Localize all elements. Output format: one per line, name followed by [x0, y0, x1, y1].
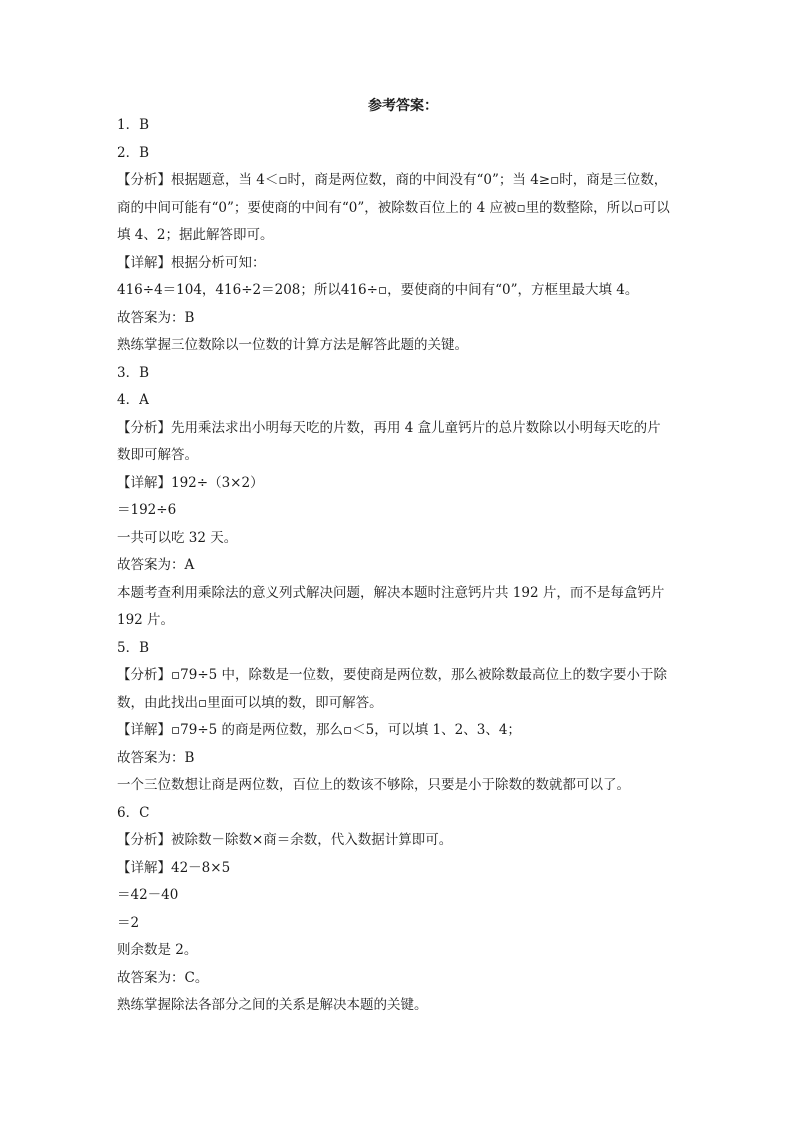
comment-line: 熟练掌握除法各部分之间的关系是解决本题的关键。	[117, 997, 428, 1013]
analysis-line: 【分析】被除数－除数×商＝余数，代入数据计算即可。	[117, 832, 453, 848]
comment-line: 192 片。	[117, 612, 175, 628]
detail-line: 416÷4＝104，416÷2＝208；所以416÷▫，要使商的中间有“0”，方框里最大填 4。	[117, 282, 639, 298]
detail-line: 【详解】42－8×5	[117, 859, 231, 876]
detail-line: 【详解】192÷（3×2）	[117, 474, 264, 491]
answer-line: 3．B	[117, 364, 150, 381]
comment-line: 本题考查利用乘除法的意义列式解决问题，解决本题时注意钙片共 192 片，而不是每盒钙片	[117, 584, 665, 601]
analysis-line: 【分析】根据题意，当 4＜▫时，商是两位数，商的中间没有“0”；当 4≥▫时，商是三位数，	[117, 172, 668, 188]
detail-line: 一共可以吃 32 天。	[117, 529, 238, 546]
detail-line: 【详解】▫79÷5 的商是两位数，那么▫＜5，可以填 1、2、3、4；	[117, 722, 521, 738]
answer-line: 1．B	[117, 117, 150, 133]
answer-statement: 故答案为：B	[117, 309, 195, 326]
answer-line: 4．A	[117, 392, 149, 408]
analysis-line: 商的中间可能有“0”；要使商的中间有“0”，被除数百位上的 4 应被▫里的数整除，所以▫可以	[117, 199, 670, 216]
detail-line: ＝2	[117, 914, 140, 931]
answer-content	[117, 112, 681, 1020]
answer-statement: 故答案为：B	[117, 749, 195, 766]
answer-statement: 故答案为：C。	[117, 969, 209, 986]
detail-line: 则余数是 2。	[117, 942, 198, 958]
analysis-line: 填 4、2；据此解答即可。	[117, 227, 274, 243]
answer-line: 5．B	[117, 639, 150, 656]
analysis-line: 数，由此找出▫里面可以填的数，即可解答。	[117, 694, 383, 711]
detail-line: ＝42－40	[117, 887, 179, 903]
answer-line: 6．C	[117, 804, 150, 821]
answer-statement: 故答案为：A	[117, 557, 195, 573]
comment-line: 一个三位数想让商是两位数，百位上的数该不够除，只要是小于除数的数就都可以了。	[117, 777, 630, 793]
analysis-line: 数即可解答。	[117, 447, 198, 463]
analysis-line: 【分析】先用乘法求出小明每天吃的片数，再用 4 盒儿童钙片的总片数除以小明每天吃的片	[117, 419, 661, 436]
answer-line: 2．B	[117, 144, 150, 161]
page-title: 参考答案：	[368, 98, 438, 114]
analysis-line: 【分析】▫79÷5 中，除数是一位数，要使商是两位数，那么被除数最高位上的数字要小于除	[117, 667, 668, 683]
detail-line: ＝192÷6	[117, 502, 177, 518]
detail-line: 【详解】根据分析可知：	[117, 254, 266, 271]
comment-line: 熟练掌握三位数除以一位数的计算方法是解答此题的关键。	[117, 337, 468, 353]
